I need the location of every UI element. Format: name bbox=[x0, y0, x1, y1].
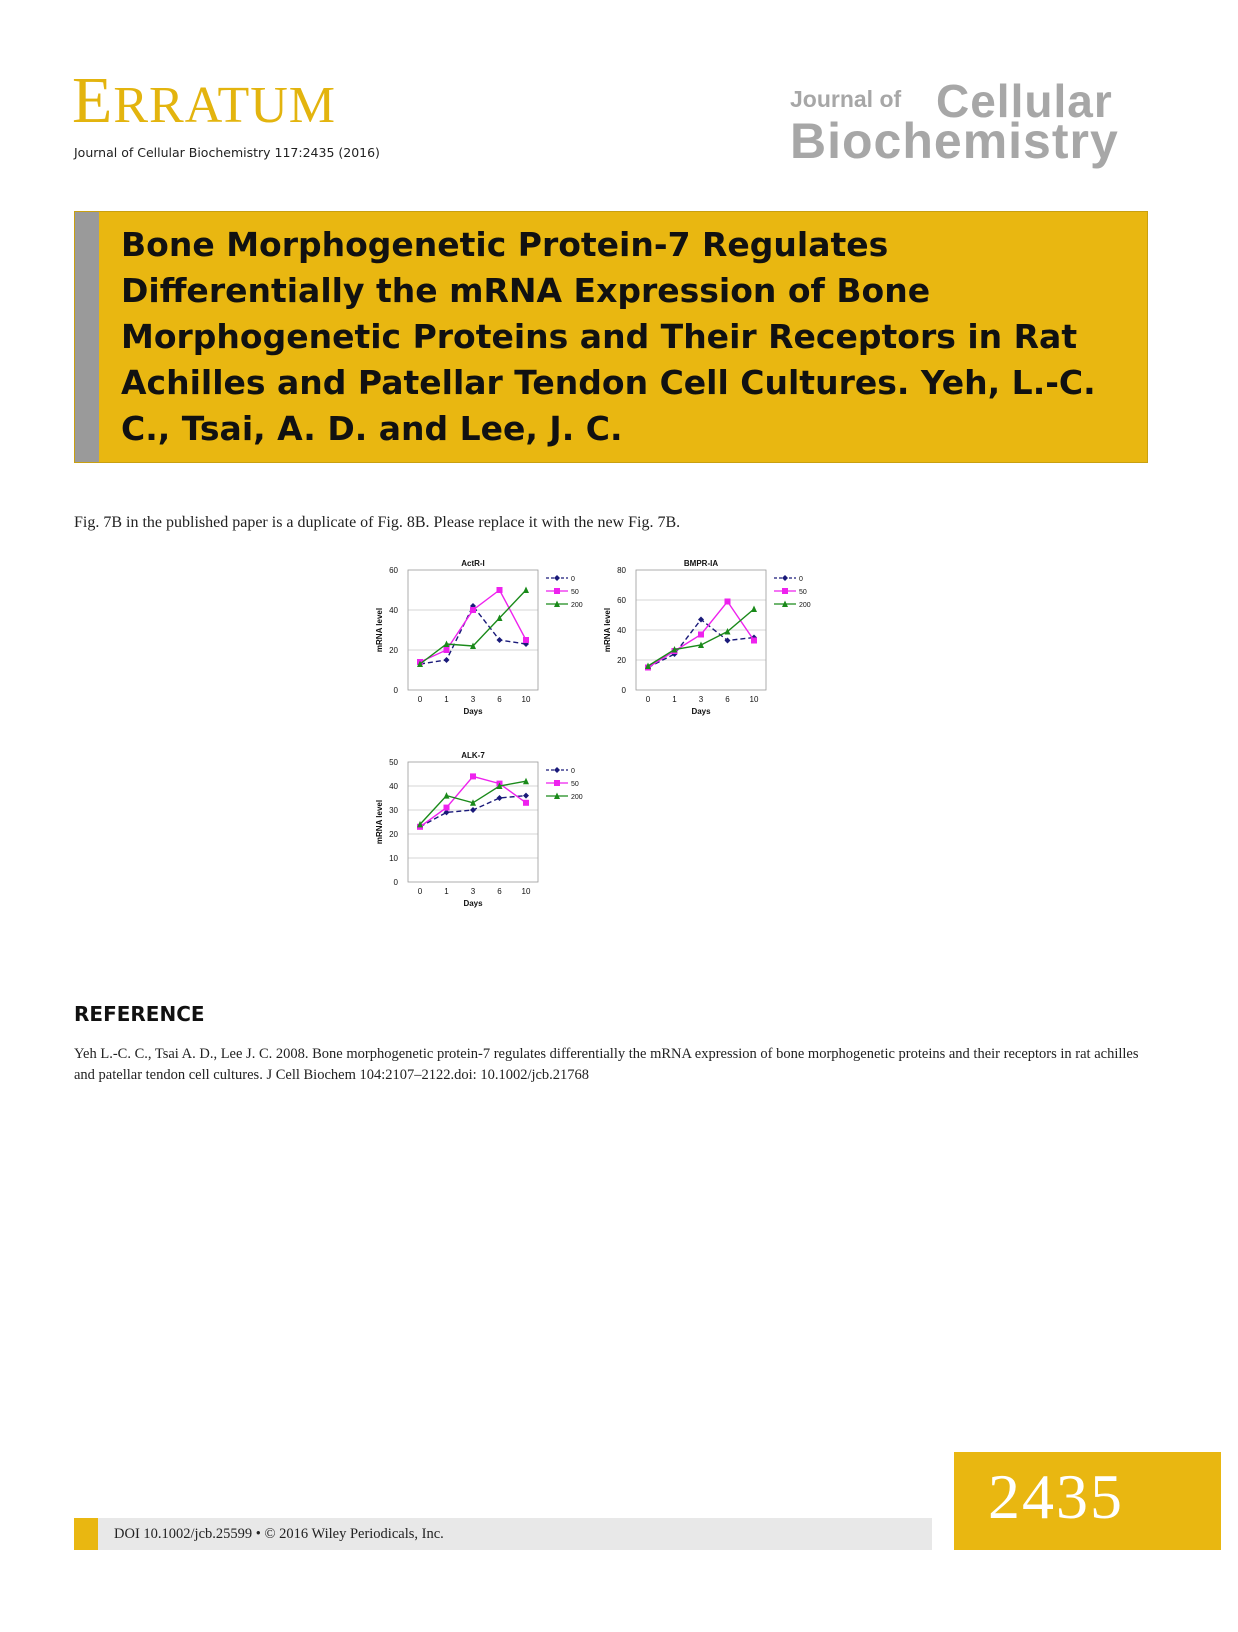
data-point-50 bbox=[751, 638, 757, 644]
legend-label-0: 0 bbox=[571, 576, 575, 583]
x-tick-label: 0 bbox=[645, 695, 651, 704]
x-tick-label: 3 bbox=[698, 695, 704, 704]
legend-label-200: 200 bbox=[571, 794, 583, 801]
erratum-rest: RRATUM bbox=[113, 77, 337, 134]
journal-logo-line1: Journal of bbox=[790, 86, 902, 112]
journal-citation: Journal of Cellular Biochemistry 117:2435 (2016) bbox=[74, 145, 380, 160]
y-tick-label: 60 bbox=[617, 596, 626, 605]
chart-actr-i bbox=[370, 556, 610, 736]
x-tick-label: 6 bbox=[497, 887, 502, 896]
y-axis-label: mRNA level bbox=[603, 607, 612, 653]
data-point-50 bbox=[523, 800, 529, 806]
data-point-50 bbox=[725, 599, 731, 605]
footer-doi: DOI 10.1002/jcb.25599 • © 2016 Wiley Periodicals, Inc. bbox=[114, 1526, 444, 1542]
y-tick-label: 0 bbox=[393, 686, 398, 695]
chart-title: BMPR-IA bbox=[683, 559, 719, 568]
y-tick-label: 40 bbox=[389, 782, 398, 791]
y-tick-label: 20 bbox=[389, 830, 398, 839]
legend-label-200: 200 bbox=[571, 602, 583, 609]
y-axis-label: mRNA level bbox=[375, 799, 384, 845]
x-tick-label: 10 bbox=[521, 887, 531, 896]
journal-logo-line3: Biochemistry bbox=[790, 113, 1119, 169]
legend-label-50: 50 bbox=[571, 781, 579, 788]
y-tick-label: 0 bbox=[393, 878, 398, 887]
x-tick-label: 1 bbox=[672, 695, 677, 704]
x-axis-label: Days bbox=[691, 707, 711, 716]
figure-7b bbox=[370, 556, 850, 946]
legend-marker-50 bbox=[782, 588, 788, 594]
x-axis-label: Days bbox=[463, 707, 483, 716]
title-box bbox=[74, 211, 1148, 463]
y-tick-label: 10 bbox=[389, 854, 398, 863]
data-point-50 bbox=[470, 607, 476, 613]
y-tick-label: 30 bbox=[389, 806, 398, 815]
y-tick-label: 20 bbox=[617, 656, 626, 665]
data-point-50 bbox=[523, 637, 529, 643]
legend-label-200: 200 bbox=[799, 602, 811, 609]
data-point-50 bbox=[444, 647, 450, 653]
x-tick-label: 0 bbox=[417, 695, 423, 704]
data-point-50 bbox=[470, 773, 476, 779]
x-tick-label: 6 bbox=[497, 695, 502, 704]
footer-accent bbox=[74, 1518, 98, 1550]
legend-label-50: 50 bbox=[571, 589, 579, 596]
page-number: 2435 bbox=[988, 1461, 1124, 1532]
x-tick-label: 3 bbox=[470, 695, 476, 704]
chart-bmpr-ia bbox=[598, 556, 838, 736]
journal-logo bbox=[790, 74, 1160, 174]
y-tick-label: 50 bbox=[389, 758, 398, 767]
chart-alk-7 bbox=[370, 748, 610, 928]
legend-marker-0 bbox=[782, 575, 788, 581]
x-tick-label: 6 bbox=[725, 695, 730, 704]
x-tick-label: 10 bbox=[749, 695, 759, 704]
erratum-first-letter: E bbox=[72, 64, 114, 137]
data-point-50 bbox=[698, 632, 704, 638]
legend-label-0: 0 bbox=[571, 768, 575, 775]
legend-marker-50 bbox=[554, 780, 560, 786]
x-tick-label: 1 bbox=[444, 887, 449, 896]
reference-text: Yeh L.-C. C., Tsai A. D., Lee J. C. 2008. Bone morphogenetic protein-7 regulates differentially the mRNA expression of bone morphogenetic proteins and their receptors in rat achilles and patellar tendon cell cultures. J Cell Biochem 104:2107–2122.doi: 10.1002/jcb.21768 bbox=[74, 1046, 1139, 1083]
legend-marker-0 bbox=[554, 575, 560, 581]
y-tick-label: 80 bbox=[617, 566, 626, 575]
x-axis-label: Days bbox=[463, 899, 483, 908]
chart-title: ActR-I bbox=[461, 559, 485, 568]
legend-marker-50 bbox=[554, 588, 560, 594]
y-tick-label: 0 bbox=[621, 686, 626, 695]
y-tick-label: 40 bbox=[617, 626, 626, 635]
y-tick-label: 20 bbox=[389, 646, 398, 655]
y-axis-label: mRNA level bbox=[375, 607, 384, 653]
x-tick-label: 10 bbox=[521, 695, 531, 704]
reference-heading: REFERENCE bbox=[74, 1002, 205, 1026]
legend-label-50: 50 bbox=[799, 589, 807, 596]
y-tick-label: 60 bbox=[389, 566, 398, 575]
article-title: Bone Morphogenetic Protein-7 Regulates Differentially the mRNA Expression of Bone Morphogenetic Proteins and Their Receptors in Rat Achilles and Patellar Tendon Cell Cultures. Yeh, L.-C. C., Tsai, A. D. and Lee, J. C. bbox=[121, 225, 1096, 448]
erratum-heading bbox=[72, 64, 337, 137]
erratum-body-text: Fig. 7B in the published paper is a duplicate of Fig. 8B. Please replace it with the new Fig. 7B. bbox=[74, 514, 681, 531]
data-point-50 bbox=[444, 805, 450, 811]
page-number-box bbox=[954, 1452, 1221, 1550]
data-point-50 bbox=[497, 587, 503, 593]
legend-marker-0 bbox=[554, 767, 560, 773]
plot-area bbox=[408, 570, 538, 690]
chart-title: ALK-7 bbox=[461, 751, 485, 760]
x-tick-label: 1 bbox=[444, 695, 449, 704]
title-side-bar bbox=[75, 212, 99, 462]
x-tick-label: 0 bbox=[417, 887, 423, 896]
journal-logo-line2: Cellular bbox=[936, 75, 1113, 127]
legend-label-0: 0 bbox=[799, 576, 803, 583]
y-tick-label: 40 bbox=[389, 606, 398, 615]
x-tick-label: 3 bbox=[470, 887, 476, 896]
footer-bar bbox=[74, 1518, 932, 1550]
